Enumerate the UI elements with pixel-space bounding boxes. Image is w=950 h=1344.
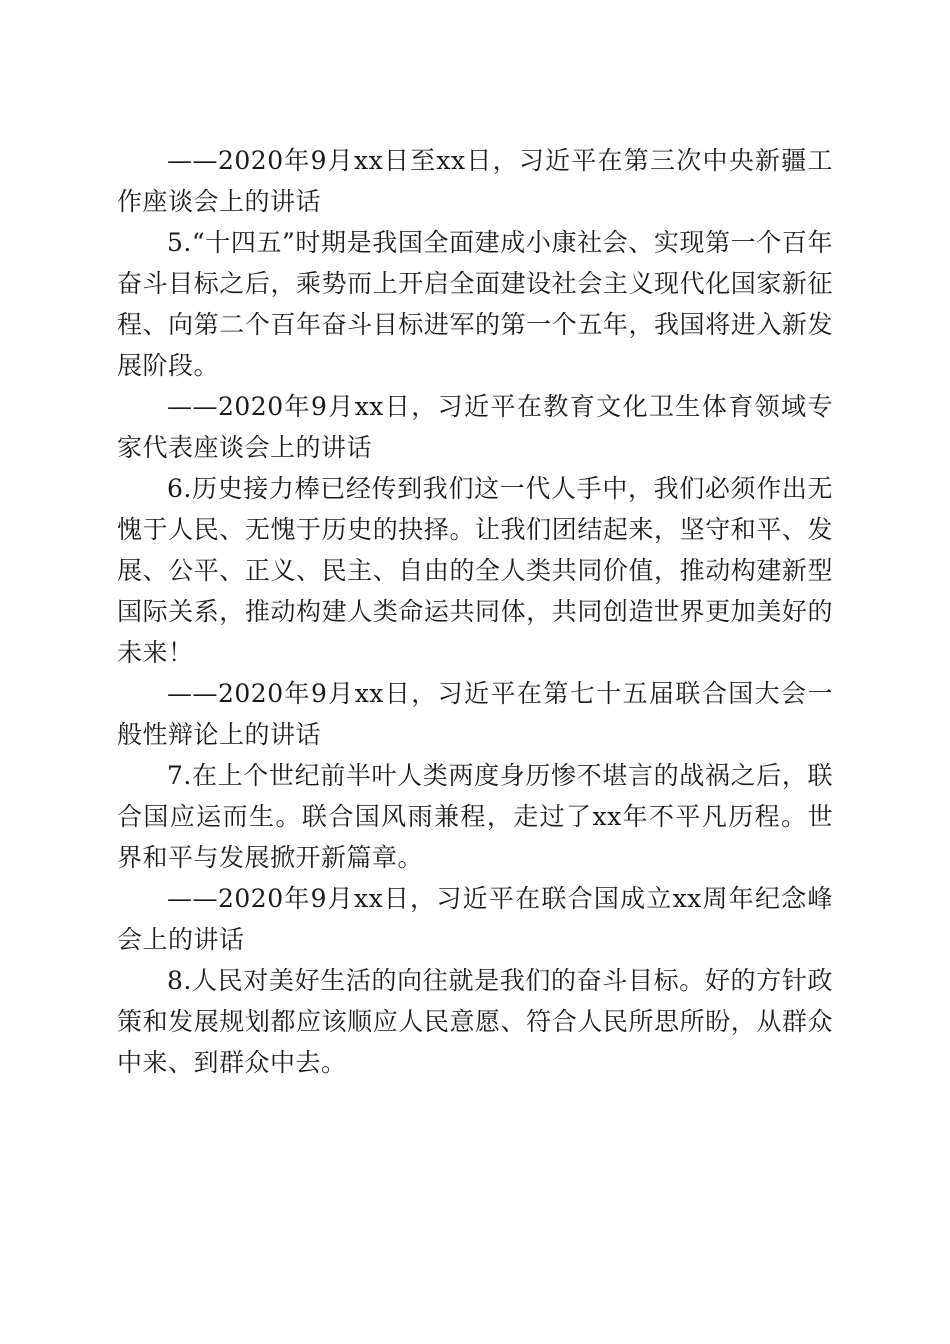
quote-paragraph: 8.人民对美好生活的向往就是我们的奋斗目标。好的方针政策和发展规划都应该顺应人民意愿、符合人民所思所盼，从群众中来、到群众中去。 [117,966,833,1077]
source-citation: ——2020年9月xx日，习近平在第七十五届联合国大会一般性辩论上的讲话 [117,679,833,749]
source-citation: ——2020年9月xx日至xx日，习近平在第三次中央新疆工作座谈会上的讲话 [117,146,833,216]
quote-paragraph: 7.在上个世纪前半叶人类两度身历惨不堪言的战祸之后，联合国应运而生。联合国风雨兼程，走过了xx年不平凡历程。世界和平与发展掀开新篇章。 [117,761,833,872]
document-page [117,140,833,1083]
quote-paragraph: 5.“十四五”时期是我国全面建成小康社会、实现第一个百年奋斗目标之后，乘势而上开启全面建设社会主义现代化国家新征程、向第二个百年奋斗目标进军的第一个五年，我国将进入新发展阶段。 [117,228,833,380]
source-citation: ——2020年9月xx日，习近平在教育文化卫生体育领域专家代表座谈会上的讲话 [117,392,833,462]
source-citation: ——2020年9月xx日，习近平在联合国成立xx周年纪念峰会上的讲话 [117,884,833,954]
quote-paragraph: 6.历史接力棒已经传到我们这一代人手中，我们必须作出无愧于人民、无愧于历史的抉择。让我们团结起来，坚守和平、发展、公平、正义、民主、自由的全人类共同价值，推动构建新型国际关系，推动构建人类命运共同体，共同创造世界更加美好的未来！ [117,474,833,667]
